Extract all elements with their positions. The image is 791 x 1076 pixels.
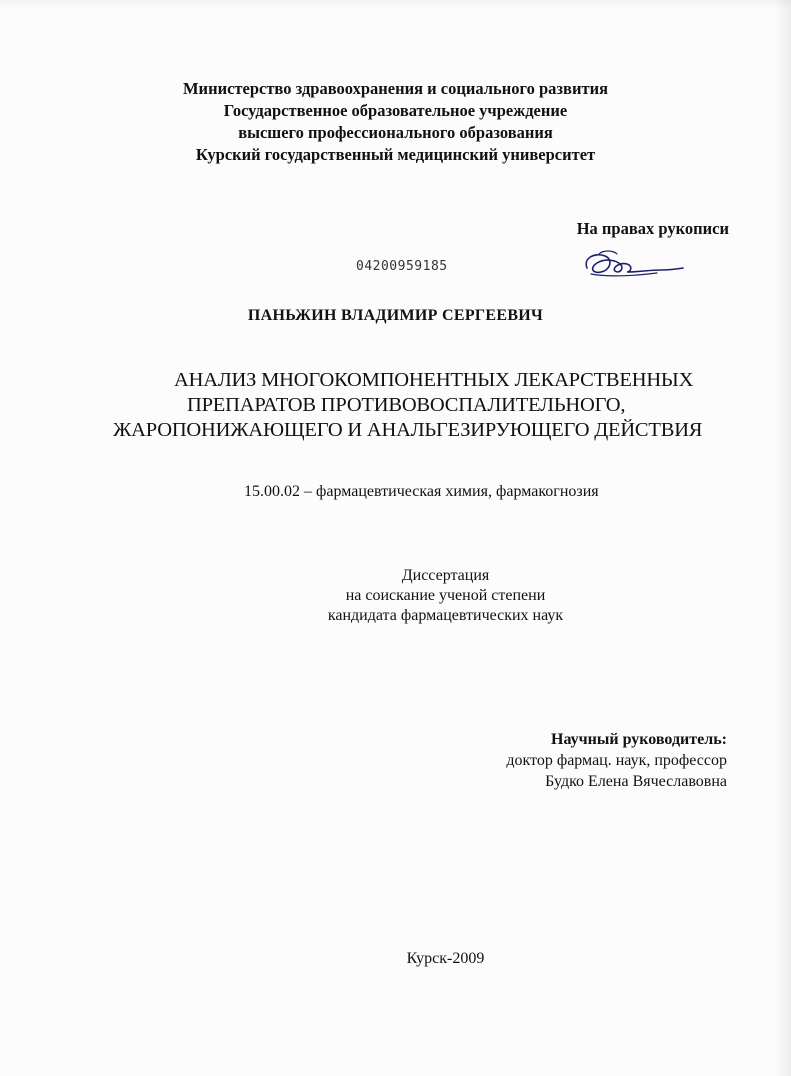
dissertation-line-3: кандидата фармацевтических наук (327, 607, 564, 624)
scan-shadow-top (0, 0, 791, 10)
dissertation-line-2: на соискание ученой степени (345, 587, 546, 604)
signature (577, 246, 687, 282)
specialty-code: 15.00.02 – фармацевтическая химия, фармакогнозия (244, 483, 599, 500)
header-line-ministry: Министерство здравоохранения и социального развития (182, 79, 608, 98)
scientific-advisor (506, 729, 727, 792)
advisor-name: Будко Елена Вячеславовна (545, 773, 727, 790)
rights-note: На правах рукописи (576, 219, 729, 238)
registration-number: 04200959185 (356, 259, 448, 274)
author-name: ПАНЬЖИН ВЛАДИМИР СЕРГЕЕВИЧ (247, 307, 544, 324)
title-line-1: АНАЛИЗ МНОГОКОМПОНЕНТНЫХ ЛЕКАРСТВЕННЫХ (174, 369, 694, 391)
header-line-institution-type: Государственное образовательное учреждение (223, 101, 568, 120)
header-line-education-level: высшего профессионального образования (238, 123, 553, 142)
header-line-university: Курский государственный медицинский университет (195, 145, 596, 164)
city-year: Курск-2009 (406, 950, 485, 967)
advisor-heading: Научный руководитель: (551, 731, 727, 748)
advisor-degree: доктор фармац. наук, профессор (506, 752, 727, 769)
dissertation-line-1: Диссертация (401, 567, 490, 584)
institution-header (0, 78, 791, 166)
title-line-3: ЖАРОПОНИЖАЮЩЕГО И АНАЛЬГЕЗИРУЮЩЕГО ДЕЙСТВИЯ (113, 419, 703, 441)
dissertation-label (50, 566, 791, 626)
title-line-2: ПРЕПАРАТОВ ПРОТИВОВОСПАЛИТЕЛЬНОГО, (187, 394, 626, 416)
